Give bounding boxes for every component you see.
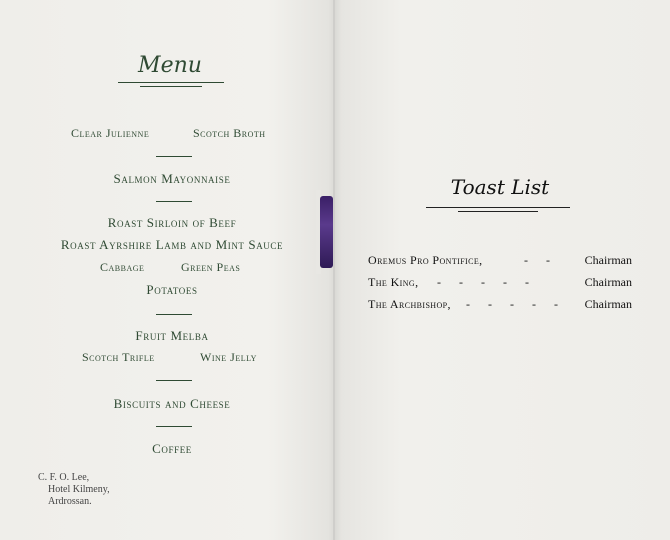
toast-row xyxy=(368,253,638,267)
menu-item: Biscuits and Cheese xyxy=(113,396,231,411)
course-separator xyxy=(156,201,192,202)
menu-item: Clear Julienne xyxy=(71,126,150,140)
card-fold xyxy=(333,0,335,540)
toast-list-title: Toast List xyxy=(450,175,550,199)
printer-line: C. F. O. Lee, xyxy=(38,472,90,483)
course-separator xyxy=(156,156,192,157)
printer-line: Ardrossan. xyxy=(48,496,92,507)
toast-title-rule xyxy=(426,207,570,208)
printer-line: Hotel Kilmeny, xyxy=(48,484,110,495)
menu-title-rule xyxy=(118,82,224,83)
printer-imprint xyxy=(38,472,110,508)
menu-item: Fruit Melba xyxy=(135,328,209,343)
menu-item: Roast Sirloin of Beef xyxy=(107,215,237,230)
menu-title-rule-short xyxy=(140,86,202,87)
toast-list-page xyxy=(336,0,670,540)
menu-item: Green Peas xyxy=(181,260,241,274)
course-separator xyxy=(156,426,192,427)
menu-item: Wine Jelly xyxy=(200,350,257,364)
toast-dashes: - - - - - xyxy=(437,275,529,289)
toast-proposer: Chairman xyxy=(584,297,632,311)
toast-proposer: Chairman xyxy=(584,275,632,289)
menu-item: Roast Ayrshire Lamb and Mint Sauce xyxy=(60,237,284,252)
menu-item: Scotch Broth xyxy=(193,126,266,140)
menu-item: Salmon Mayonnaise xyxy=(113,171,231,186)
toast-dashes: - - xyxy=(524,253,550,267)
course-separator xyxy=(156,314,192,315)
toast-name: The King, xyxy=(368,275,419,289)
menu-item: Potatoes xyxy=(146,282,198,297)
menu-page xyxy=(0,0,334,540)
menu-item: Coffee xyxy=(152,441,192,456)
menu-title: Menu xyxy=(138,53,202,78)
ribbon-tie xyxy=(320,196,333,268)
toast-name: The Archbishop, xyxy=(368,297,451,311)
toast-name: Oremus Pro Pontifice, xyxy=(368,253,483,267)
menu-item: Scotch Trifle xyxy=(82,350,155,364)
toast-title-rule-short xyxy=(458,211,538,212)
toast-row xyxy=(368,275,638,289)
menu-item: Cabbage xyxy=(100,260,145,274)
course-separator xyxy=(156,380,192,381)
toast-row xyxy=(368,297,638,311)
toast-proposer: Chairman xyxy=(584,253,632,267)
toast-dashes: - - - - - xyxy=(466,297,558,311)
